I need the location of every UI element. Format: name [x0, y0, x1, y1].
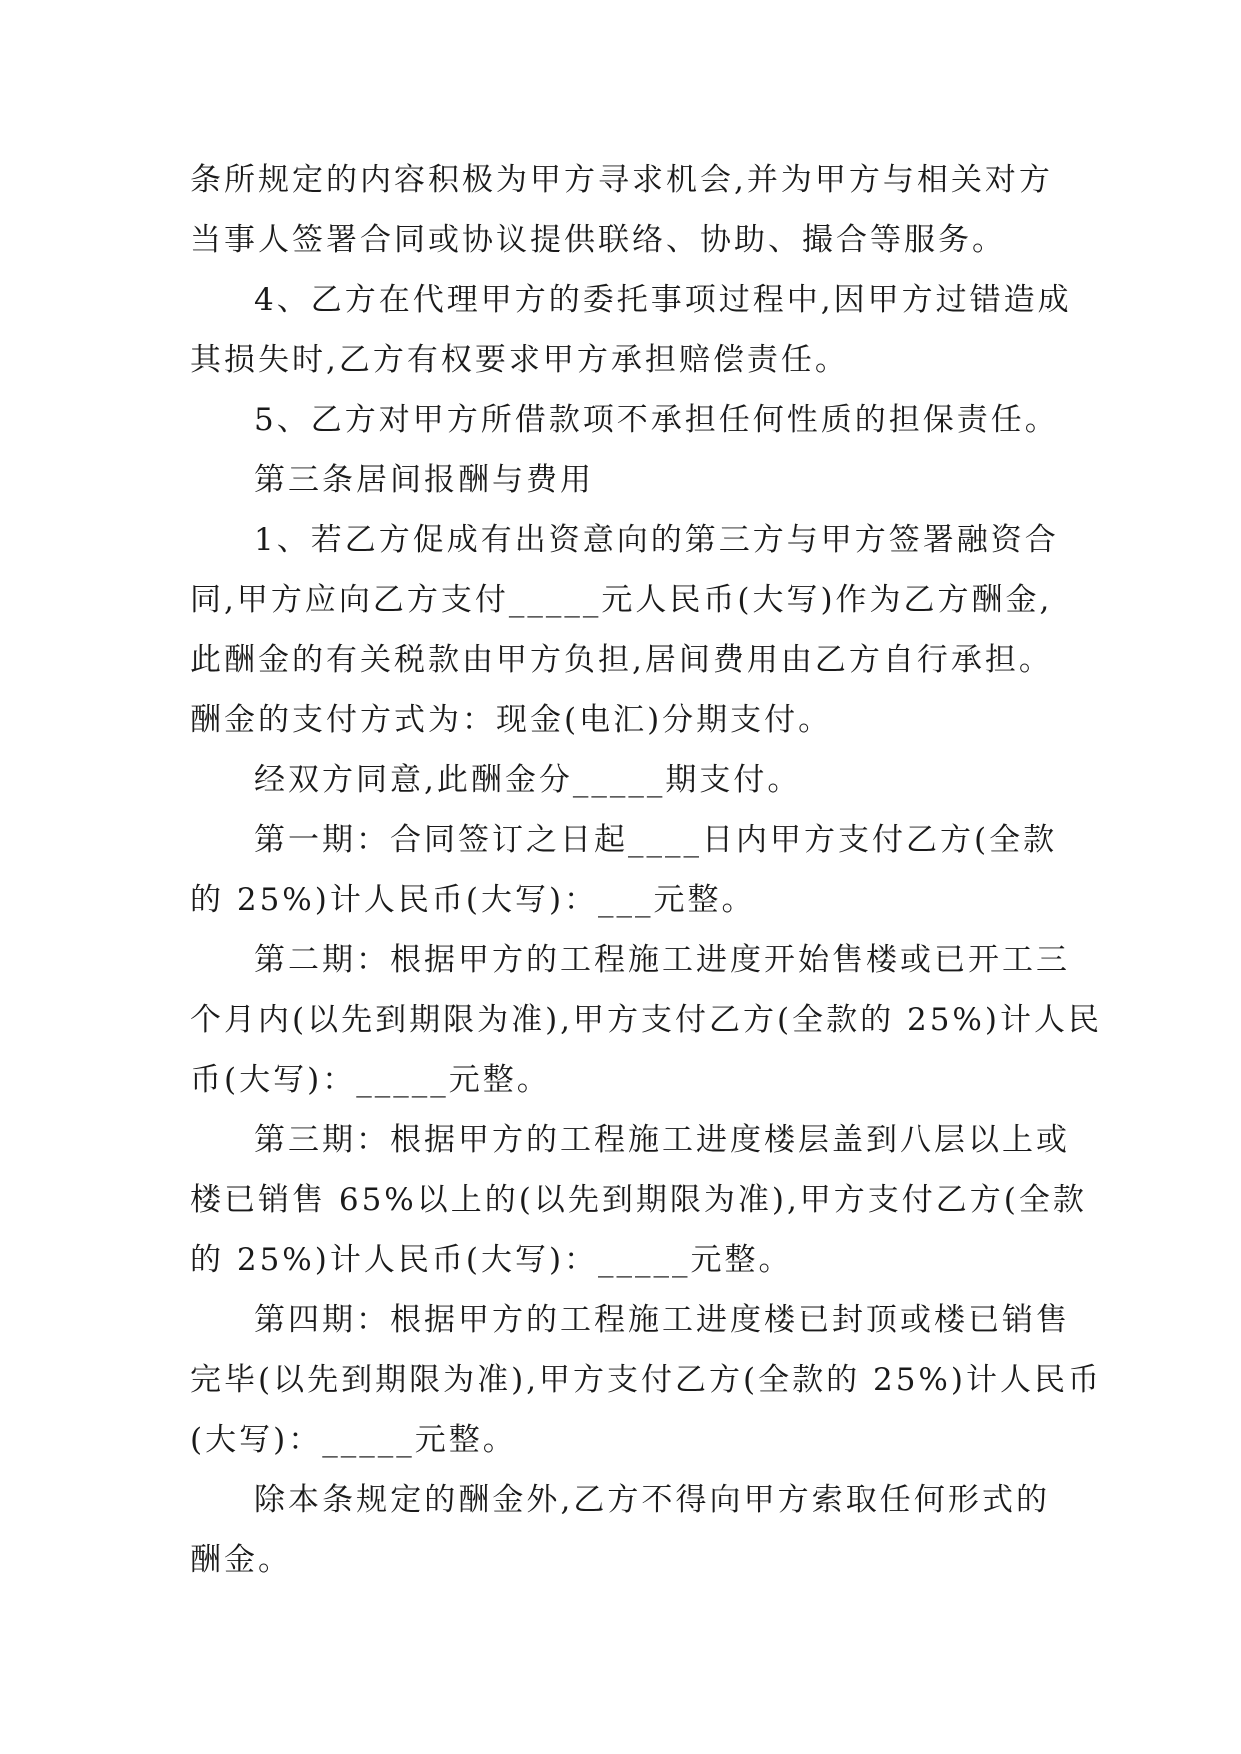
text-line: 1、若乙方促成有出资意向的第三方与甲方签署融资合 [254, 522, 1059, 558]
text-line: 的 25%)计人民币(大写)：_____元整。 [190, 1242, 793, 1278]
text-line: 币(大写)：_____元整。 [190, 1062, 551, 1098]
text-line: 第四期：根据甲方的工程施工进度楼已封顶或楼已销售 [254, 1302, 1070, 1338]
text-line: 5、乙方对甲方所借款项不承担任何性质的担保责任。 [254, 402, 1059, 438]
text-line: 当事人签署合同或协议提供联络、协助、撮合等服务。 [190, 222, 1006, 258]
text-line: 个月内(以先到期限为准),甲方支付乙方(全款的 25%)计人民 [190, 1002, 1102, 1038]
document-body [190, 150, 1102, 1590]
text-line: 同,甲方应向乙方支付_____元人民币(大写)作为乙方酬金, [190, 582, 1053, 618]
text-line: 4、乙方在代理甲方的委托事项过程中,因甲方过错造成 [254, 282, 1072, 318]
text-line: 第二期：根据甲方的工程施工进度开始售楼或已开工三 [254, 942, 1070, 978]
text-line: 其损失时,乙方有权要求甲方承担赔偿责任。 [190, 342, 849, 378]
text-line: 除本条规定的酬金外,乙方不得向甲方索取任何形式的 [254, 1482, 1050, 1518]
text-line: 楼已销售 65%以上的(以先到期限为准),甲方支付乙方(全款 [190, 1182, 1087, 1218]
text-line: (大写)：_____元整。 [190, 1422, 517, 1458]
text-line: 的 25%)计人民币(大写)：___元整。 [190, 882, 756, 918]
text-line: 酬金。 [190, 1542, 292, 1578]
text-line: 此酬金的有关税款由甲方负担,居间费用由乙方自行承担。 [190, 642, 1053, 678]
text-line: 完毕(以先到期限为准),甲方支付乙方(全款的 25%)计人民币 [190, 1362, 1102, 1398]
text-line: 第三期：根据甲方的工程施工进度楼层盖到八层以上或 [254, 1122, 1070, 1158]
text-line: 条所规定的内容积极为甲方寻求机会,并为甲方与相关对方 [190, 162, 1053, 198]
text-line: 经双方同意,此酬金分_____期支付。 [254, 762, 802, 798]
text-line: 第一期：合同签订之日起____日内甲方支付乙方(全款 [254, 822, 1058, 858]
text-line: 酬金的支付方式为：现金(电汇)分期支付。 [190, 702, 833, 738]
text-line: 第三条居间报酬与费用 [254, 462, 594, 498]
